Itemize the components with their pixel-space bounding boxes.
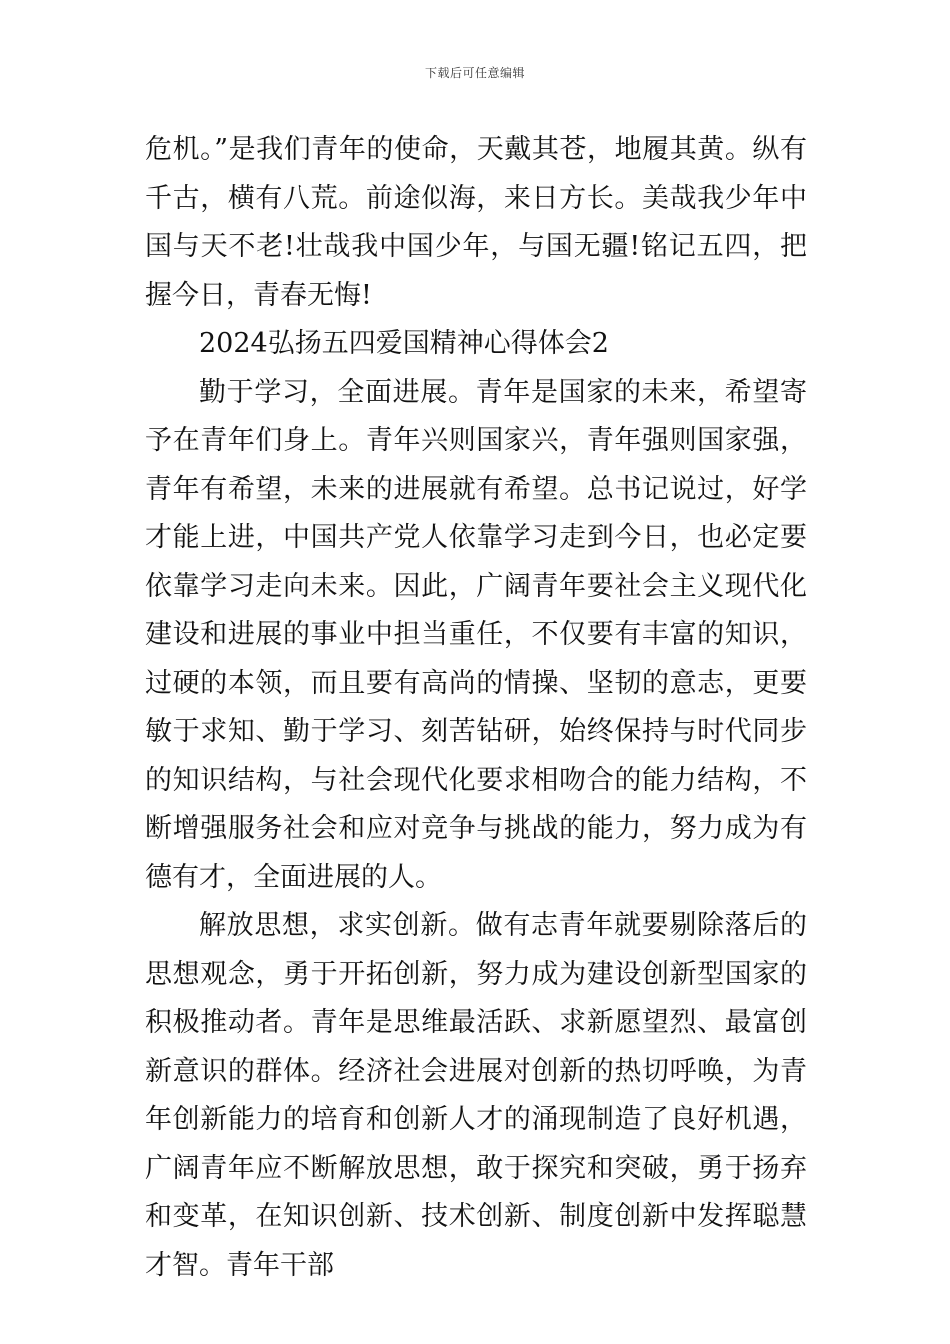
document-body bbox=[145, 126, 807, 1290]
page-header: 下载后可任意编辑 bbox=[424, 66, 525, 80]
section-heading: 2024弘扬五四爱国精神心得体会2 bbox=[199, 328, 609, 359]
paragraph-innovation: 解放思想，求实创新。做有志青年就要剔除落后的思想观念，勇于开拓创新，努力成为建设创新型国家的积极推动者。青年是思维最活跃、求新愿望烈、最富创新意识的群体。经济社会进展对创新的热切呼唤，为青年创新能力的培育和创新人才的涌现制造了良好机遇，广阔青年应不断解放思想，敢于探究和突破，勇于扬弃和变革，在知识创新、技术创新、制度创新中发挥聪慧才智。青年干部 bbox=[145, 910, 807, 1281]
paragraph-continuation: 危机。”是我们青年的使命，天戴其苍，地履其黄。纵有千古，横有八荒。前途似海，来日方长。美哉我少年中国与天不老!壮哉我中国少年，与国无疆!铭记五四，把握今日，青春无悔! bbox=[145, 134, 807, 311]
paragraph-study: 勤于学习，全面进展。青年是国家的未来，希望寄予在青年们身上。青年兴则国家兴，青年强则国家强，青年有希望，未来的进展就有希望。总书记说过，好学才能上进，中国共产党人依靠学习走到今日，也必定要依靠学习走向未来。因此，广阔青年要社会主义现代化建设和进展的事业中担当重任，不仅要有丰富的知识，过硬的本领，而且要有高尚的情操、坚韧的意志，更要敏于求知、勤于学习、刻苦钻研，始终保持与时代同步的知识结构，与社会现代化要求相吻合的能力结构，不断增强服务社会和应对竞争与挑战的能力，努力成为有德有才，全面进展的人。 bbox=[145, 376, 807, 893]
